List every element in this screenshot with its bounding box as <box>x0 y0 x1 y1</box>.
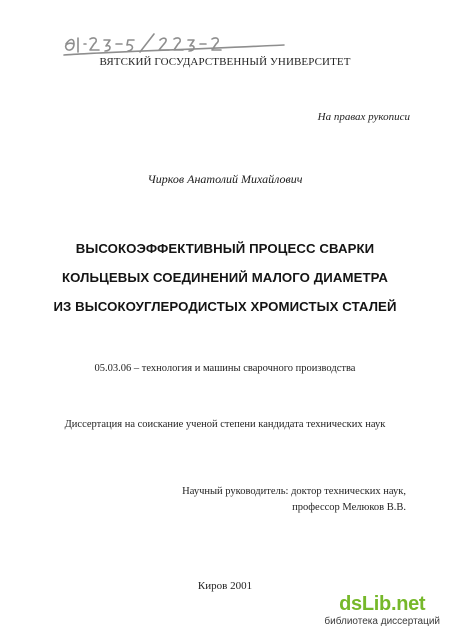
supervisor-line-2: профессор Мелюков В.В. <box>292 502 406 513</box>
scientific-supervisor <box>182 484 406 516</box>
specialty-code: 05.03.06 – технология и машины сварочного производства <box>94 363 356 374</box>
dslib-tagline: библиотека диссертаций <box>324 616 440 627</box>
dslib-watermark <box>324 594 440 628</box>
handwritten-catalog-number <box>62 30 287 58</box>
dissertation-title-line-2: КОЛЬЦЕВЫХ СОЕДИНЕНИЙ МАЛОГО ДИАМЕТРА <box>61 270 388 285</box>
dissertation-title-line-3: ИЗ ВЫСОКОУГЛЕРОДИСТЫХ ХРОМИСТЫХ СТАЛЕЙ <box>53 299 397 314</box>
dissertation-degree-note: Диссертация на соискание ученой степени кандидата технических наук <box>64 419 386 430</box>
dslib-logo: dsLib.net <box>339 593 426 615</box>
author-name: Чирков Анатолий Михайлович <box>147 172 303 186</box>
dissertation-title-line-1: ВЫСОКОЭФФЕКТИВНЫЙ ПРОЦЕСС СВАРКИ <box>75 241 375 256</box>
supervisor-line-1: Научный руководитель: доктор технических наук, <box>182 486 406 497</box>
city-year: Киров 2001 <box>197 580 253 592</box>
university-name: ВЯТСКИЙ ГОСУДАРСТВЕННЫЙ УНИВЕРСИТЕТ <box>99 56 351 68</box>
manuscript-rights-note: На правах рукописи <box>317 111 410 123</box>
